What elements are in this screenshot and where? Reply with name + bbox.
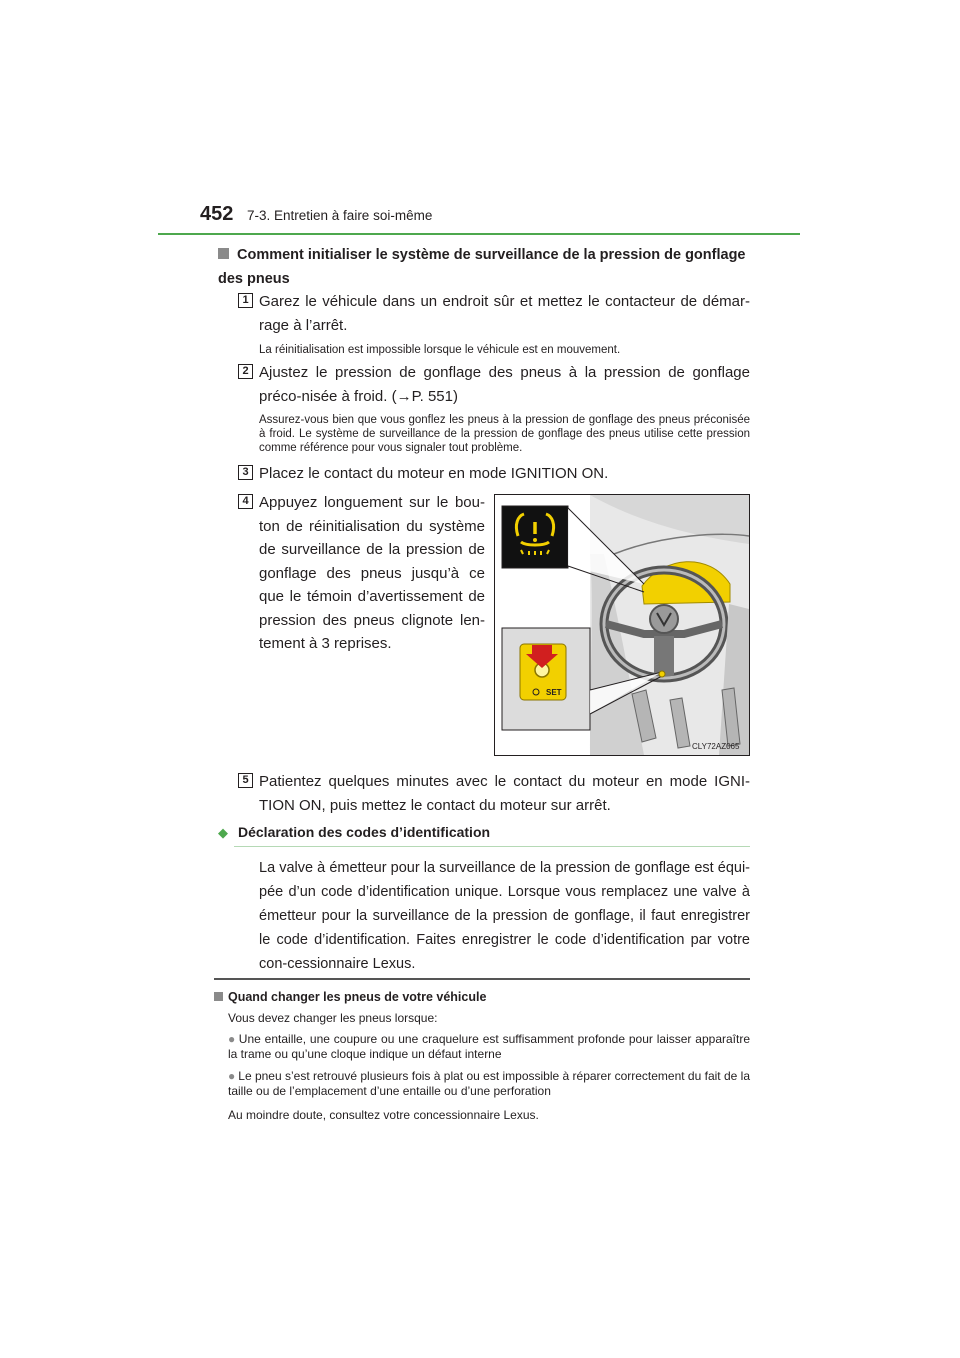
bullet-dot-icon: ● [228,1069,236,1083]
step-1-note: La réinitialisation est impossible lorsque le véhicule est en mouvement. [259,344,621,356]
set-button-label: SET [546,688,562,697]
step-1-text: Garez le véhicule dans un endroit sûr et mettez le contacteur de démar-rage à l’arrêt. [259,293,750,334]
step-5-text: Patientez quelques minutes avec le contact du moteur en mode IGNI-TION ON, puis mettez le contact du moteur sur arrêt. [259,773,750,814]
square-bullet-icon [218,248,229,259]
dashboard-illustration-svg [494,494,750,756]
step-4-text: Appuyez longuement sur le bou-ton de réinitialisation du système de surveillance de la pression de gonflage des pneus jusqu’à ce que le témoin d’avertissement de pression des pneus clignote len-tement à 3 reprises. [259,494,485,652]
dashboard-illustration [494,494,750,756]
footnote-bullet-2: ● Le pneu s’est retrouvé plusieurs fois à plat ou est impossible à réparer correctement du fait de la taille ou de l’emplacement d’une entaille ou d’une perforation [228,1069,751,1098]
subsection-rule [234,846,750,847]
bullet-dot-icon: ● [228,1032,236,1046]
step-3-text: Placez le contact du moteur en mode IGNITION ON. [259,465,609,482]
procedure-heading: Comment initialiser le système de surveillance de la pression de gonflage des pneus [218,247,746,287]
step-number-5: 5 [238,773,253,788]
step-number-2: 2 [238,364,253,379]
subsection-paragraph: La valve à émetteur pour la surveillance de la pression de gonflage est équi-pée d’un code d’identification unique. Lorsque vous remplacez une valve à émetteur pour la surveillance de la pression de gonflage, il faut enregistrer le code d’identification. Faites enregistrer le code d’identification par votre con-cessionnaire Lexus. [259,860,750,972]
footnote-rule [214,978,750,980]
step-number-3: 3 [238,465,253,480]
subsection-heading: ◆ Déclaration des codes d’identification [218,824,491,840]
step-2-note: Assurez-vous bien que vous gonflez les pneus à la pression de gonflage des pneus préconisée à froid. Le système de surveillance de la pression de gonflage des pneus utilise cette pression comme référence pour vous signaler tout problème. [259,414,750,454]
footnote-heading: Quand changer les pneus de votre véhicule [214,990,486,1004]
step-2-text: Ajustez le pression de gonflage des pneus à la pression de gonflage préco-nisée à froid. (→P. 551) [259,364,750,405]
footnote-bullet-1: ● Une entaille, une coupure ou une craquelure est suffisamment profonde pour laisser apparaître la trame ou qu’une cloque indique un défaut interne [228,1032,750,1061]
square-bullet-icon [214,992,223,1001]
figure-code: CLY72AZ065 [692,742,740,751]
footnote-intro: Vous devez changer les pneus lorsque: [228,1011,438,1025]
header-rule [158,233,800,235]
page-number: 452 [200,203,234,225]
step-number-4: 4 [238,494,253,509]
diamond-bullet-icon: ◆ [218,825,228,840]
step-number-1: 1 [238,293,253,308]
section-title: 7-3. Entretien à faire soi-même [247,208,433,223]
footnote-closing: Au moindre doute, consultez votre concessionnaire Lexus. [228,1108,539,1122]
